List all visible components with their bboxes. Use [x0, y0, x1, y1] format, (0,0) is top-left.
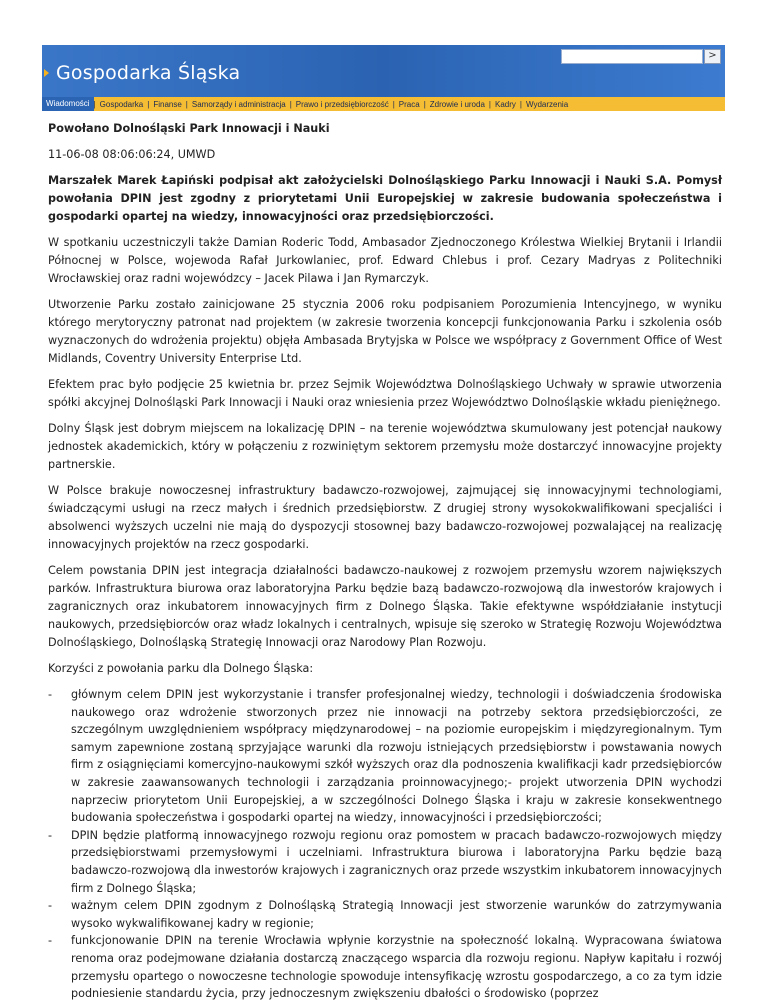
article-date: 11-06-08 08:06:06:24, UMWD — [48, 148, 216, 161]
nav-item-finanse[interactable]: Finanse — [153, 99, 182, 109]
search-button[interactable]: > — [704, 49, 721, 64]
benefits-intro: Korzyści z powołania parku dla Dolnego Śląska: — [48, 662, 314, 675]
list-item: - funkcjonowanie DPIN na terenie Wrocławia wpłynie korzystnie na społeczność lokalną. Wypracowana światowa renoma oraz podejmowane działania dostarczą znaczącego wsparcia dla rozwoju regionu. Napływ kapitału i rozwój przemysłu opartego o nowoczesne technologie spowoduje intensyfikację wzrostu gospodarczego, a co za tym idzie podniesienie standardu życia, przy jednoczesnym zwiększeniu dbałości o środowisko (poprzez — [48, 932, 722, 1002]
nav-separator: | — [93, 99, 96, 109]
article-paragraph: Celem powstania DPIN jest integracja działalności badawczo-naukowej z rozwojem przemysłu wzorem największych parków. Infrastruktura biurowa oraz laboratoryjna Parku będzie bazą badawczo-rozwojową dla inwestorów krajowych i zagranicznych oraz inkubatorem innowacyjnych firm z Dolnego Śląska. Takie efektywne współdziałanie instytucji naukowych, przedsiębiorców oraz władz lokalnych i centralnych, wpisuje się szeroko w Strategię Rozwoju Województwa Dolnośląskiego, Dolnośląską Strategię Innowacji oraz Narodowy Plan Rozwoju. — [48, 564, 722, 649]
nav-item-kadry[interactable]: Kadry — [494, 99, 516, 109]
list-item: - DPIN będzie platformą innowacyjnego rozwoju regionu oraz pomostem w pracach badawczo-rozwojowych między przedsiębiorstwami przemysłowymi i uczelniami. Infrastruktura biurowa i laboratoryjna Parku będzie bazą badawczo-rozwojową dla inwestorów krajowych i zagranicznych oraz przede wszystkim inkubatorem innowacyjnych firm z Dolnego Śląska; — [48, 827, 722, 897]
benefits-list — [48, 686, 722, 1003]
search-input[interactable] — [561, 49, 703, 64]
list-item: - ważnym celem DPIN zgodnym z Dolnośląską Strategią Innowacji jest stworzenie warunków do zatrzymywania wysoko wykwalifikowanej kadry w regionie; — [48, 897, 722, 932]
article-paragraph: W spotkaniu uczestniczyli także Damian Roderic Todd, Ambasador Zjednoczonego Królestwa Wielkiej Brytanii i Irlandii Północnej w Polsce, wojewoda Rafał Jurkowlaniec, prof. Edward Chlebus i prof. Cezary Madryas z Politechniki Wrocławskiej oraz radni wojewódzcy – Jacek Pilawa i Jan Rymarczyk. — [48, 236, 722, 285]
nav-item-zdrowie[interactable]: Zdrowie i uroda — [429, 99, 485, 109]
article-paragraph: W Polsce brakuje nowoczesnej infrastruktury badawczo-rozwojowej, zajmującej się innowacyjnymi technologiami, świadczącymi usługi na rzecz małych i średnich przedsiębiorstw. Z drugiej strony wysokokwalifikowani specjaliści i absolwenci wyższych uczelni nie mają do dyspozycji stosownej bazy badawczo-rozwojowej pozwalającej na realizację innowacyjnych projektów na rzecz gospodarki. — [48, 484, 722, 551]
nav-separator: | — [392, 99, 395, 109]
site-title[interactable]: Gospodarka Śląska — [56, 62, 241, 84]
list-item: - głównym celem DPIN jest wykorzystanie i transfer profesjonalnej wiedzy, technologii i doświadczenia środowiska naukowego oraz wdrożenie stworzonych przez nie innowacji na potrzeby sektora przedsiębiorczości, ze szczególnym uwzględnieniem współpracy międzynarodowej – na poziomie europejskim i międzyregionalnym. Tym samym zapewnione zostaną sprzyjające warunki dla rozwoju istniejących przedsiębiorstw i powstawania nowych firm z osiągnięciami komercyjno-naukowymi szkół wyższych oraz dla podnoszenia kwalifikacji kadr przedsiębiorców w zakresie zaawansowanych technologii i zarządzania proinnowacyjnego;- projekt utworzenia DPIN wychodzi naprzeciw priorytetom Unii Europejskiej, a w szczególności Dolnego Śląska i kraju w zakresie konsekwentnego budowania społeczeństwa i gospodarki opartej na wiedzy, innowacyjności i przedsiębiorczości; — [48, 686, 722, 827]
nav-separator: | — [289, 99, 292, 109]
nav-item-wiadomosci[interactable]: Wiadomości — [42, 97, 94, 111]
nav-separator: | — [488, 99, 491, 109]
article-paragraph: Dolny Śląsk jest dobrym miejscem na lokalizację DPIN – na terenie województwa skumulowany jest potencjał naukowy jednostek akademickich, który w połączeniu z rozwiniętym sektorem przemysłu może dostarczyć innowacyjne projekty partnerskie. — [48, 422, 722, 471]
nav-item-praca[interactable]: Praca — [398, 99, 420, 109]
nav-separator: | — [423, 99, 426, 109]
article-paragraph: Utworzenie Parku zostało zainicjowane 25 stycznia 2006 roku podpisaniem Porozumienia Intencyjnego, w wyniku którego merytoryczny patronat nad projektem (w zakresie tworzenia koncepcji funkcjonowania Parku i szkolenia osób wyznaczonych do wdrożenia projektu) objęła Ambasada Brytyjska w Polsce we współpracy z Government Office of West Midlands, Coventry University Enterprise Ltd. — [48, 298, 722, 365]
nav-item-wydarzenia[interactable]: Wydarzenia — [525, 99, 569, 109]
nav-separator: | — [147, 99, 150, 109]
nav-separator: | — [519, 99, 522, 109]
title-arrow-icon — [44, 69, 49, 77]
article — [48, 120, 722, 1003]
nav-item-gospodarka[interactable]: Gospodarka — [99, 99, 144, 109]
main-nav — [42, 97, 725, 111]
article-headline: Powołano Dolnośląski Park Innowacji i Nauki — [48, 122, 330, 135]
nav-separator: | — [185, 99, 188, 109]
article-lead: Marszałek Marek Łapiński podpisał akt założycielski Dolnośląskiego Parku Innowacji i Nauki S.A. Pomysł powołania DPIN jest zgodny z priorytetami Unii Europejskiej w zakresie budowania społeczeństwa i gospodarki opartej na wiedzy, innowacyjności oraz przedsiębiorczości. — [48, 174, 722, 223]
nav-item-prawo[interactable]: Prawo i przedsiębiorczość — [295, 99, 389, 109]
article-paragraph: Efektem prac było podjęcie 25 kwietnia br. przez Sejmik Województwa Dolnośląskiego Uchwały w sprawie utworzenia spółki akcyjnej Dolnośląski Park Innowacji i Nauki oraz wniesienia przez Województwo Dolnośląskie wkładu pieniężnego. — [48, 378, 722, 409]
nav-item-samorzady[interactable]: Samorządy i administracja — [191, 99, 286, 109]
